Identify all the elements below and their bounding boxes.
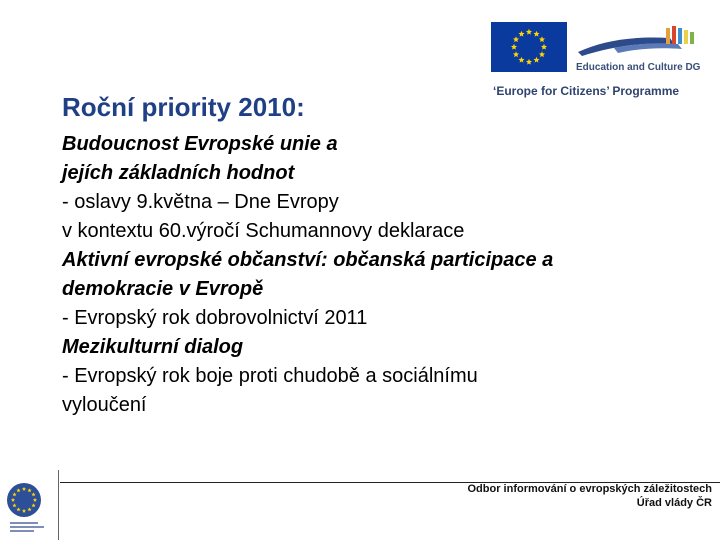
page-title: Roční priority 2010: bbox=[62, 92, 305, 122]
priority-list bbox=[62, 130, 702, 420]
text-line: Budoucnost Evropské unie a bbox=[62, 133, 338, 155]
eu-circle-logo-icon bbox=[0, 470, 58, 540]
text-line: - Evropský rok boje proti chudobě a sociálnímu bbox=[62, 365, 478, 387]
eu-flag-icon bbox=[491, 22, 567, 72]
footer-office: Úřad vlády ČR bbox=[636, 497, 712, 509]
text-line: demokracie v Evropě bbox=[62, 278, 264, 300]
text-line: Mezikulturní dialog bbox=[62, 336, 244, 358]
text-line: jejích základních hodnot bbox=[62, 162, 295, 184]
footer-credit bbox=[468, 482, 713, 510]
text-line: - oslavy 9.května – Dne Evropy bbox=[62, 191, 339, 213]
text-line: vyloučení bbox=[62, 394, 147, 416]
dg-swoosh-icon bbox=[574, 22, 704, 62]
text-line: v kontextu 60.výročí Schumannovy deklarace bbox=[62, 220, 465, 242]
footer-logo bbox=[0, 470, 59, 540]
dg-name: Education and Culture DG bbox=[576, 62, 701, 73]
text-line: - Evropský rok dobrovolnictví 2011 bbox=[62, 307, 368, 329]
text-line: Aktivní evropské občanství: občanská participace a bbox=[62, 249, 554, 271]
programme-name: ‘Europe for Citizens’ Programme bbox=[493, 84, 680, 98]
footer-department: Odbor informování o evropských záležitostech bbox=[467, 483, 712, 495]
